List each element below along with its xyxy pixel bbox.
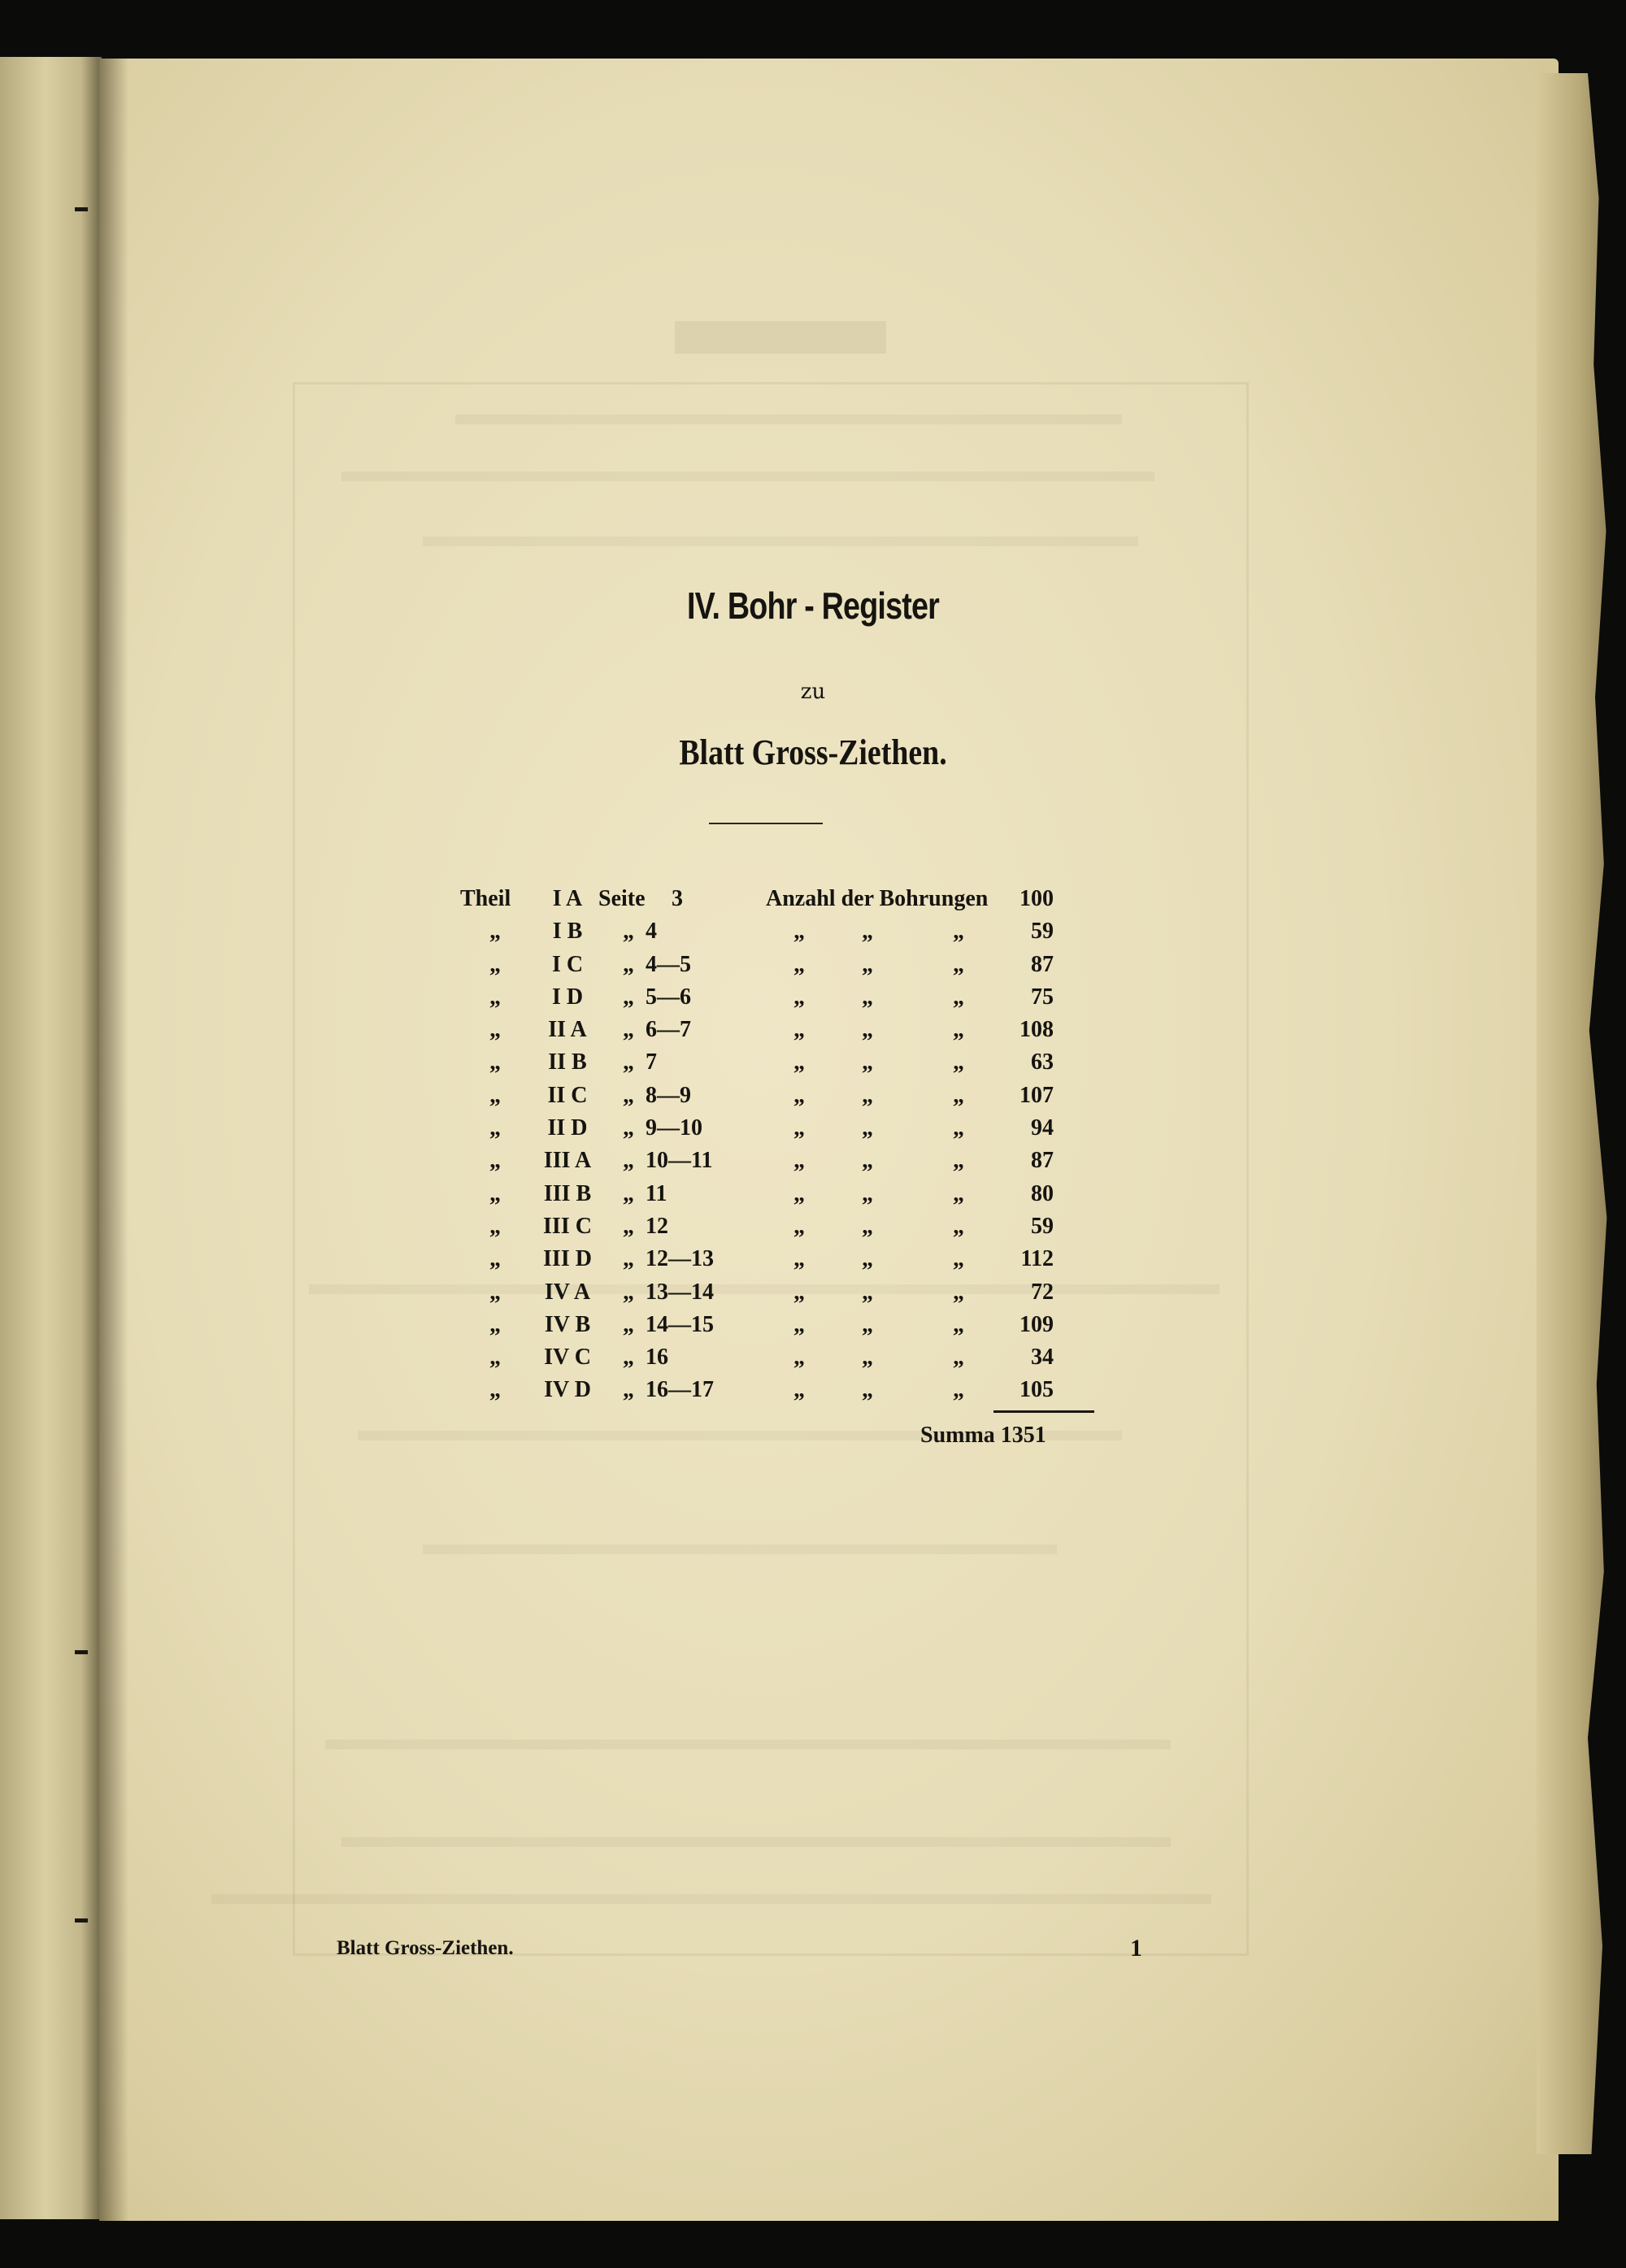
ditto-mark: „ bbox=[953, 1115, 964, 1141]
ditto-mark: „ bbox=[623, 1017, 634, 1043]
pages-cell: 14—15 bbox=[646, 1311, 714, 1337]
pages-cell: 4—5 bbox=[646, 951, 691, 977]
ditto-mark: „ bbox=[862, 1082, 873, 1108]
show-through-line bbox=[341, 471, 1154, 481]
show-through-line bbox=[325, 1740, 1171, 1749]
ditto-mark: „ bbox=[793, 919, 805, 945]
part-cell: I B bbox=[552, 919, 583, 945]
table-row bbox=[447, 1214, 1098, 1246]
count-cell: 109 bbox=[1020, 1311, 1054, 1337]
part-cell: III D bbox=[543, 1246, 592, 1272]
ditto-mark: „ bbox=[953, 1148, 964, 1174]
count-cell: 80 bbox=[1031, 1180, 1054, 1206]
binding-stitch bbox=[75, 1918, 88, 1923]
ditto-mark: „ bbox=[489, 1049, 501, 1075]
page-number: 1 bbox=[1130, 1935, 1142, 1962]
count-cell: 75 bbox=[1031, 984, 1054, 1010]
count-cell: 94 bbox=[1031, 1115, 1054, 1141]
pages-cell: 16 bbox=[646, 1345, 668, 1371]
ditto-mark: „ bbox=[862, 984, 873, 1010]
ditto-mark: „ bbox=[862, 919, 873, 945]
ditto-mark: „ bbox=[489, 951, 501, 977]
ditto-mark: „ bbox=[623, 1082, 634, 1108]
ditto-mark: „ bbox=[862, 1279, 873, 1305]
part-cell: II A bbox=[548, 1017, 587, 1043]
summa-total: Summa 1351 bbox=[920, 1423, 1046, 1448]
binding-stitch bbox=[75, 1650, 88, 1654]
pages-cell: 3 bbox=[672, 886, 683, 911]
page-gutter-shadow bbox=[99, 59, 128, 2221]
facing-page-edge bbox=[0, 57, 102, 2219]
ditto-mark: „ bbox=[793, 1377, 805, 1403]
ditto-mark: „ bbox=[623, 1246, 634, 1272]
ditto-mark: „ bbox=[953, 984, 964, 1010]
ditto-mark: „ bbox=[489, 984, 501, 1010]
count-cell: 59 bbox=[1031, 919, 1054, 945]
ditto-mark: „ bbox=[623, 1213, 634, 1239]
table-row bbox=[447, 1377, 1098, 1410]
ditto-mark: „ bbox=[862, 1246, 873, 1272]
pages-cell: 8—9 bbox=[646, 1082, 691, 1108]
show-through-title bbox=[675, 321, 886, 354]
ditto-mark: „ bbox=[489, 1017, 501, 1043]
ditto-mark: „ bbox=[953, 1213, 964, 1239]
ditto-mark: „ bbox=[862, 1049, 873, 1075]
ditto-mark: „ bbox=[953, 1017, 964, 1043]
ditto-mark: „ bbox=[862, 1345, 873, 1371]
ditto-mark: „ bbox=[953, 951, 964, 977]
table-row bbox=[447, 952, 1098, 984]
pages-cell: 7 bbox=[646, 1049, 657, 1075]
connector-word: zu bbox=[800, 680, 826, 704]
part-cell: IV C bbox=[544, 1345, 591, 1371]
part-cell: III B bbox=[543, 1180, 592, 1206]
pages-cell: 9—10 bbox=[646, 1115, 702, 1141]
table-row bbox=[447, 1148, 1098, 1180]
ditto-mark: „ bbox=[862, 1311, 873, 1337]
table-row bbox=[447, 1083, 1098, 1115]
count-cell: 100 bbox=[1020, 886, 1054, 911]
table-row bbox=[447, 1280, 1098, 1312]
table-row bbox=[447, 1115, 1098, 1148]
pages-cell: 10—11 bbox=[646, 1148, 713, 1174]
ditto-mark: „ bbox=[862, 951, 873, 977]
theil-label: Theil bbox=[460, 886, 511, 911]
ditto-mark: „ bbox=[793, 1279, 805, 1305]
ditto-mark: „ bbox=[623, 1377, 634, 1403]
part-cell: I C bbox=[551, 951, 584, 977]
part-cell: IV D bbox=[544, 1377, 591, 1403]
divider-rule bbox=[709, 823, 823, 824]
ditto-mark: „ bbox=[793, 1049, 805, 1075]
table-row bbox=[447, 919, 1098, 951]
part-cell: II B bbox=[548, 1049, 587, 1075]
ditto-mark: „ bbox=[793, 1246, 805, 1272]
pages-cell: 12 bbox=[646, 1213, 668, 1239]
running-footer: Blatt Gross-Ziethen. bbox=[337, 1937, 514, 1959]
ditto-mark: „ bbox=[489, 1213, 501, 1239]
sheet-title: Blatt Gross-Ziethen. bbox=[679, 732, 947, 772]
ditto-mark: „ bbox=[623, 1180, 634, 1206]
show-through-line bbox=[423, 537, 1138, 546]
pages-cell: 16—17 bbox=[646, 1377, 714, 1403]
pages-cell: 12—13 bbox=[646, 1246, 714, 1272]
table-row bbox=[447, 1246, 1098, 1279]
ditto-mark: „ bbox=[953, 919, 964, 945]
count-cell: 108 bbox=[1020, 1017, 1054, 1043]
ditto-mark: „ bbox=[793, 984, 805, 1010]
count-cell: 87 bbox=[1031, 951, 1054, 977]
ditto-mark: „ bbox=[953, 1311, 964, 1337]
ditto-mark: „ bbox=[489, 1377, 501, 1403]
ditto-mark: „ bbox=[489, 1311, 501, 1337]
binding-stitch bbox=[75, 207, 88, 211]
table-row bbox=[447, 1312, 1098, 1345]
count-cell: 112 bbox=[1020, 1246, 1054, 1272]
ditto-mark: „ bbox=[623, 1311, 634, 1337]
ditto-mark: „ bbox=[793, 1017, 805, 1043]
ditto-mark: „ bbox=[489, 1246, 501, 1272]
pages-cell: 13—14 bbox=[646, 1279, 714, 1305]
pages-cell: 11 bbox=[646, 1180, 667, 1206]
ditto-mark: „ bbox=[489, 1148, 501, 1174]
ditto-mark: „ bbox=[793, 1213, 805, 1239]
ditto-mark: „ bbox=[862, 1115, 873, 1141]
table-row bbox=[447, 1049, 1098, 1082]
table-row bbox=[447, 886, 1098, 919]
ditto-mark: „ bbox=[623, 1345, 634, 1371]
pages-cell: 5—6 bbox=[646, 984, 691, 1010]
show-through-line bbox=[341, 1837, 1171, 1847]
ditto-mark: „ bbox=[953, 1279, 964, 1305]
count-cell: 107 bbox=[1020, 1082, 1054, 1108]
ditto-mark: „ bbox=[862, 1017, 873, 1043]
ditto-mark: „ bbox=[489, 1345, 501, 1371]
part-cell: III C bbox=[543, 1213, 592, 1239]
ditto-mark: „ bbox=[489, 1279, 501, 1305]
ditto-mark: „ bbox=[953, 1180, 964, 1206]
ditto-mark: „ bbox=[953, 1082, 964, 1108]
part-cell: I D bbox=[551, 984, 584, 1010]
ditto-mark: „ bbox=[793, 951, 805, 977]
part-cell: II D bbox=[547, 1115, 588, 1141]
register-table bbox=[447, 886, 1098, 1448]
ditto-mark: „ bbox=[862, 1377, 873, 1403]
count-cell: 59 bbox=[1031, 1213, 1054, 1239]
part-cell: III A bbox=[543, 1148, 592, 1174]
count-cell: 105 bbox=[1020, 1377, 1054, 1403]
anzahl-label: Anzahl der Bohrungen bbox=[766, 886, 989, 911]
count-cell: 63 bbox=[1031, 1049, 1054, 1075]
ditto-mark: „ bbox=[489, 1115, 501, 1141]
show-through-line bbox=[423, 1545, 1057, 1554]
show-through-line bbox=[211, 1894, 1211, 1904]
ditto-mark: „ bbox=[623, 1279, 634, 1305]
part-cell: IV B bbox=[544, 1311, 591, 1337]
pages-cell: 4 bbox=[646, 919, 657, 945]
ditto-mark: „ bbox=[489, 919, 501, 945]
seite-label: Seite bbox=[598, 886, 646, 911]
ditto-mark: „ bbox=[862, 1148, 873, 1174]
ditto-mark: „ bbox=[793, 1311, 805, 1337]
part-cell: I A bbox=[552, 886, 583, 911]
ditto-mark: „ bbox=[623, 984, 634, 1010]
ditto-mark: „ bbox=[793, 1115, 805, 1141]
ditto-mark: „ bbox=[953, 1049, 964, 1075]
ditto-mark: „ bbox=[793, 1082, 805, 1108]
sum-rule bbox=[993, 1410, 1094, 1413]
page-stack-edge bbox=[1537, 73, 1610, 2154]
ditto-mark: „ bbox=[793, 1148, 805, 1174]
table-row bbox=[447, 984, 1098, 1017]
table-row bbox=[447, 1017, 1098, 1049]
part-cell: IV A bbox=[544, 1279, 591, 1305]
ditto-mark: „ bbox=[953, 1246, 964, 1272]
ditto-mark: „ bbox=[862, 1213, 873, 1239]
table-row bbox=[447, 1345, 1098, 1377]
ditto-mark: „ bbox=[953, 1345, 964, 1371]
table-row bbox=[447, 1181, 1098, 1214]
ditto-mark: „ bbox=[793, 1180, 805, 1206]
count-cell: 87 bbox=[1031, 1148, 1054, 1174]
ditto-mark: „ bbox=[623, 919, 634, 945]
ditto-mark: „ bbox=[623, 951, 634, 977]
pages-cell: 6—7 bbox=[646, 1017, 691, 1043]
count-cell: 72 bbox=[1031, 1279, 1054, 1305]
ditto-mark: „ bbox=[623, 1115, 634, 1141]
ditto-mark: „ bbox=[862, 1180, 873, 1206]
ditto-mark: „ bbox=[623, 1148, 634, 1174]
part-cell: II C bbox=[547, 1082, 588, 1108]
ditto-mark: „ bbox=[793, 1345, 805, 1371]
register-heading: IV. Bohr - Register bbox=[686, 584, 940, 627]
ditto-mark: „ bbox=[489, 1180, 501, 1206]
show-through-line bbox=[455, 415, 1122, 424]
ditto-mark: „ bbox=[953, 1377, 964, 1403]
ditto-mark: „ bbox=[623, 1049, 634, 1075]
count-cell: 34 bbox=[1031, 1345, 1054, 1371]
ditto-mark: „ bbox=[489, 1082, 501, 1108]
